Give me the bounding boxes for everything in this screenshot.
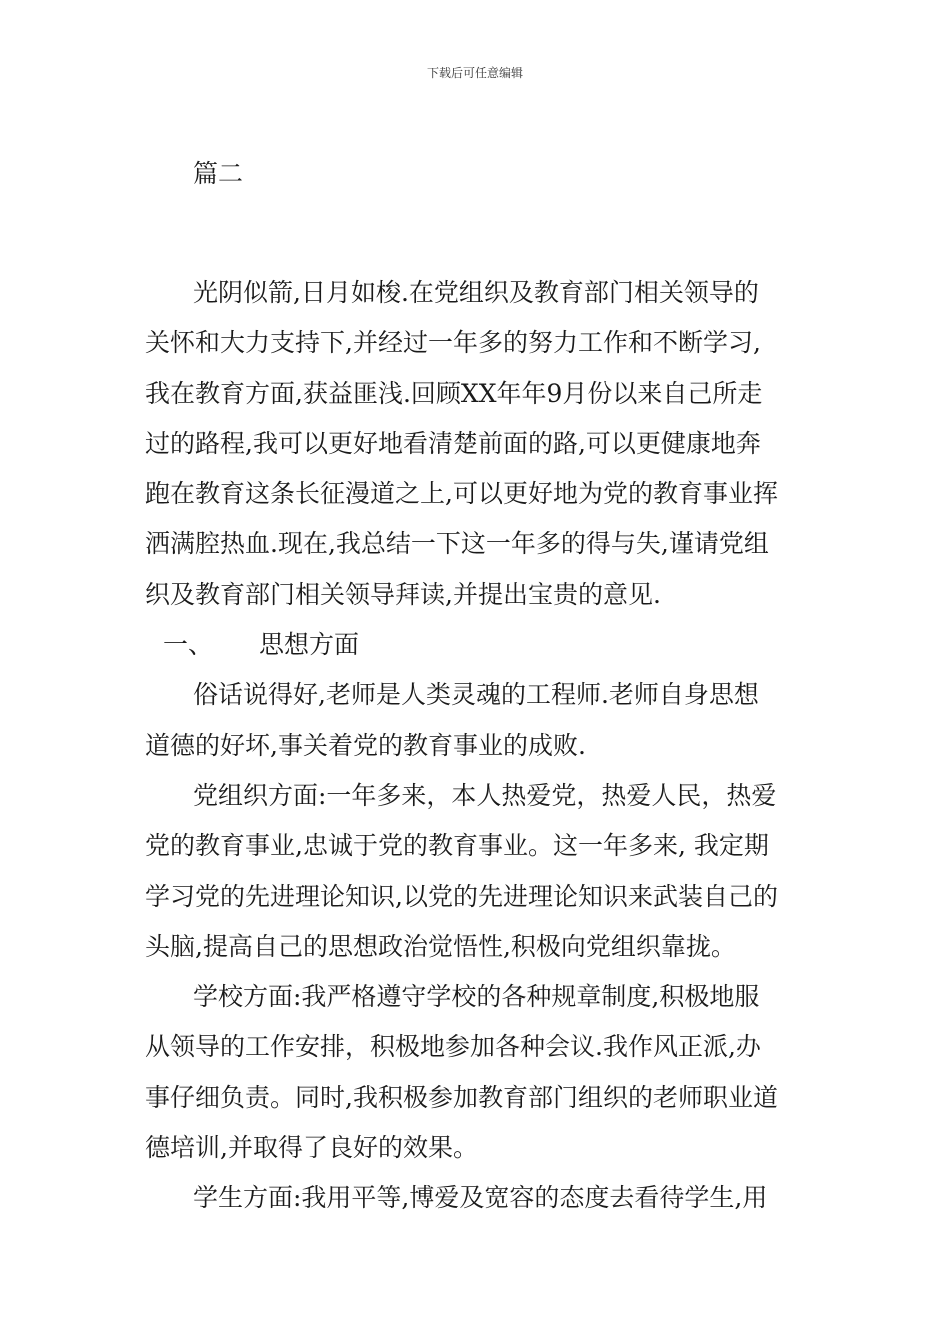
heading-number: 一、: [163, 630, 214, 660]
paragraph-line: 事仔细负责。同时,我积极参加教育部门组织的老师职业道: [145, 1082, 778, 1112]
paragraph-line: 从领导的工作安排，积极地参加各种会议.我作风正派,办: [145, 1032, 761, 1062]
paragraph-line: 学习党的先进理论知识,以党的先进理论知识来武装自己的: [145, 881, 778, 911]
paragraph-line: 过的路程,我可以更好地看清楚前面的路,可以更健康地奔: [145, 428, 761, 458]
heading-title: 思想方面: [259, 630, 360, 660]
section-heading: [145, 620, 809, 670]
paragraph-line: 道德的好坏,事关着党的教育事业的成败.: [145, 730, 586, 760]
paragraph-line: 学生方面:我用平等,博爱及宽容的态度去看待学生,用: [193, 1183, 768, 1213]
paragraph-line: 俗话说得好,老师是人类灵魂的工程师.老师自身思想: [193, 680, 759, 710]
paragraph-line: 洒满腔热血.现在,我总结一下这一年多的得与失,谨请党组: [145, 529, 769, 559]
paragraph-line: 跑在教育这条长征漫道之上,可以更好地为党的教育事业挥: [145, 479, 778, 509]
section-label: 篇二: [193, 159, 244, 188]
paragraph-line: 光阴似箭,日月如梭.在党组织及教育部门相关领导的: [193, 278, 759, 307]
body-text: [145, 268, 809, 1224]
paragraph-line: 德培训,并取得了良好的效果。: [145, 1133, 478, 1163]
paragraph-line: 党的教育事业,忠诚于党的教育事业。这一年多来, 我定期: [145, 831, 769, 861]
paragraph-line: 关怀和大力支持下,并经过一年多的努力工作和不断学习,: [145, 328, 761, 358]
paragraph-line: 头脑,提高自己的思想政治觉悟性,积极向党组织靠拢。: [145, 931, 736, 961]
header-note: 下载后可任意编辑: [426, 66, 523, 80]
paragraph-line: 党组织方面:一年多来，本人热爱党，热爱人民，热爱: [193, 780, 777, 810]
paragraph-line: 织及教育部门相关领导拜读,并提出宝贵的意见.: [145, 579, 661, 609]
paragraph-line: 学校方面:我严格遵守学校的各种规章制度,积极地服: [193, 982, 760, 1012]
paragraph-line: 我在教育方面,获益匪浅.回顾XX年年9月份以来自己所走: [145, 378, 763, 408]
